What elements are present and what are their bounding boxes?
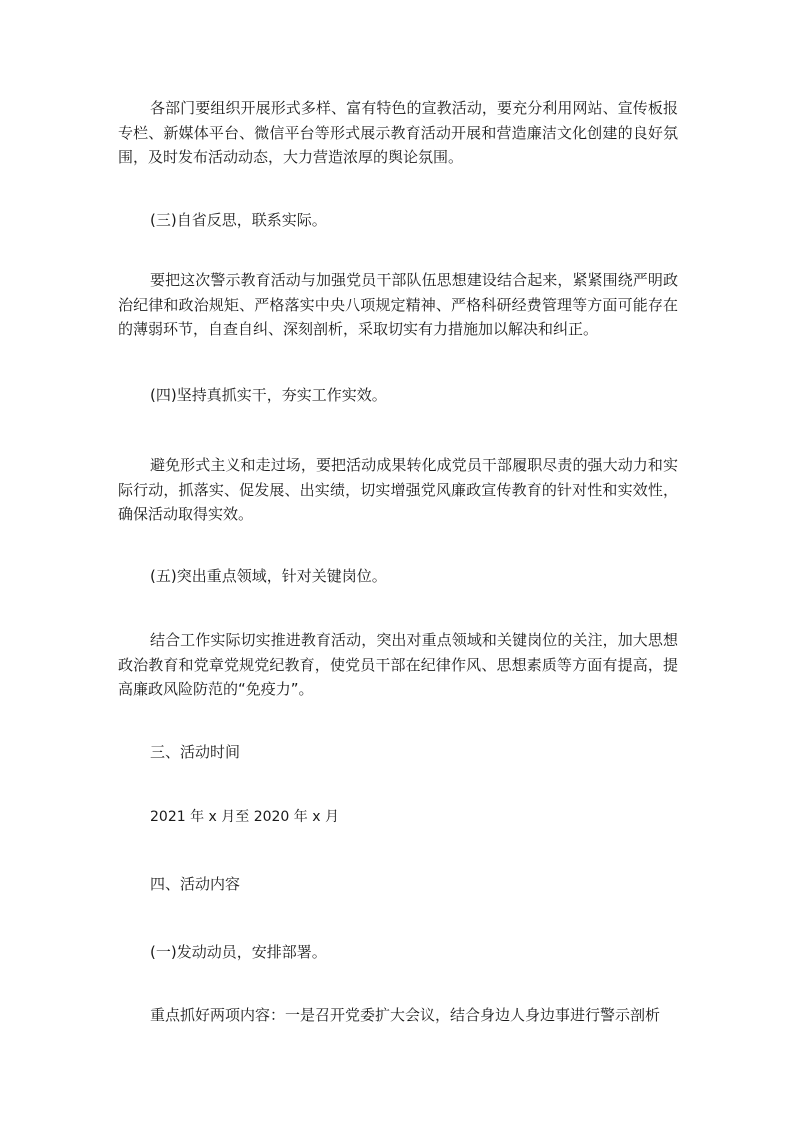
paragraph-warning-education: 要把这次警示教育活动与加强党员干部队伍思想建设结合起来，紧紧围绕严明政治纪律和政治规矩、严格落实中央八项规定精神、严格科研经费管理等方面可能存在的薄弱环节，自查自纠、深刻剖析，采取切实有力措施加以解决和纠正。 — [118, 271, 678, 338]
paragraph-two-items: 重点抓好两项内容：一是召开党委扩大会议，结合身边人身边事进行警示剖析 — [150, 1006, 661, 1024]
heading-key-areas: (五)突出重点领域，针对关键岗位。 — [150, 567, 387, 585]
heading-activity-content: 四、活动内容 — [150, 875, 241, 893]
paragraph-avoid-formalism: 避免形式主义和走过场，要把活动成果转化成党员干部履职尽责的强大动力和实际行动，抓落实、促发展、出实绩，切实增强党风廉政宣传教育的针对性和实效性，确保活动取得实效。 — [118, 456, 678, 523]
heading-self-reflection: (三)自省反思，联系实际。 — [150, 211, 327, 229]
paragraph-propaganda: 各部门要组织开展形式多样、富有特色的宣教活动，要充分利用网站、宣传板报专栏、新媒体平台、微信平台等形式展示教育活动开展和营造廉洁文化创建的良好氛围，及时发布活动动态，大力营造浓厚的舆论氛围。 — [118, 99, 678, 166]
paragraph-key-positions: 结合工作实际切实推进教育活动，突出对重点领域和关键岗位的关注，加大思想政治教育和党章党规党纪教育，使党员干部在纪律作风、思想素质等方面有提高，提高廉政风险防范的“免疫力”。 — [118, 631, 678, 698]
heading-activity-time: 三、活动时间 — [150, 743, 241, 761]
heading-practical-work: (四)坚持真抓实干，夯实工作实效。 — [150, 386, 387, 404]
activity-time-range: 2021 年 x 月至 2020 年 x 月 — [150, 809, 339, 825]
heading-mobilization: (一)发动动员，安排部署。 — [150, 943, 327, 961]
